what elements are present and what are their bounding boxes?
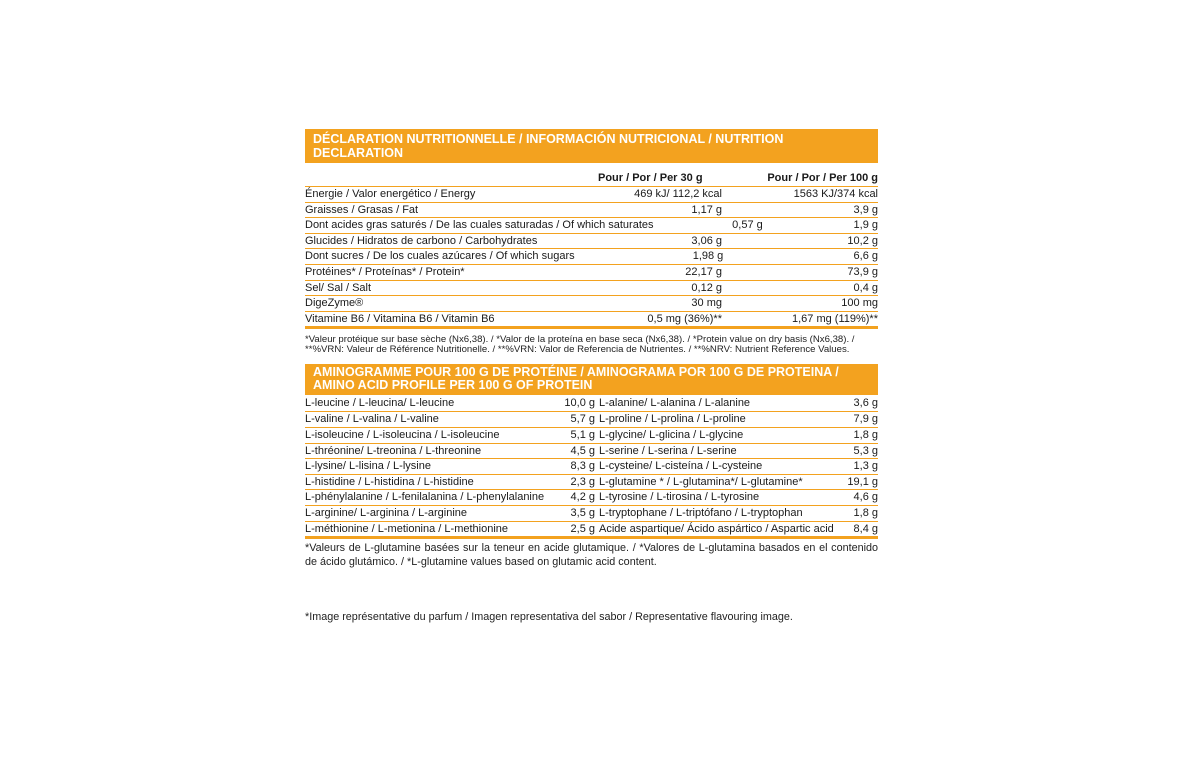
nutrition-per100-value: 3,9 g (853, 203, 878, 216)
nutrition-row (305, 295, 878, 311)
nutrition-per30-value: 0,57 g (732, 219, 763, 232)
nutrition-label: Sel/ Sal / Salt (305, 281, 372, 294)
nutrition-per30-value: 1,17 g (691, 203, 722, 216)
nutrition-label: Protéines* / Proteínas* / Protein* (305, 265, 465, 278)
amino-bottom-rule (305, 536, 878, 539)
amino-left-name: L-phénylalanine / L-fenilalanina / L-phenylalanine (305, 491, 545, 504)
nutrition-per100-value: 10,2 g (847, 234, 878, 247)
nutrition-per100-value: 1,67 mg (119%)** (791, 312, 878, 325)
amino-left-name: L-leucine / L-leucina/ L-leucine (305, 396, 455, 409)
amino-left-value: 3,5 g (570, 506, 595, 519)
amino-right-value: 4,6 g (853, 491, 878, 504)
nutrition-title: DÉCLARATION NUTRITIONNELLE / INFORMACIÓN NUTRICIONAL / NUTRITION DECLARATION (305, 129, 878, 163)
nutrition-row (305, 217, 878, 233)
amino-footnote: *Valeurs de L-glutamine basées sur la teneur en acide glutamique. / *Valores de L-glutamina basados en el contenido de ácido glutámico. / *L-glutamine values based on glutamic acid content. (305, 542, 878, 569)
amino-row (305, 443, 878, 459)
nutrition-per30-value: 0,5 mg (36%)** (647, 312, 722, 325)
nutrition-label: Glucides / Hidratos de carbono / Carbohydrates (305, 234, 538, 247)
nutrition-label: Énergie / Valor energético / Energy (305, 188, 476, 200)
nutrition-row (305, 248, 878, 264)
nutrition-per30-value: 3,06 g (691, 234, 722, 247)
nutrition-label: Dont sucres / De los cuales azúcares / Of which sugars (305, 250, 575, 263)
amino-left-name: L-valine / L-valina / L-valine (305, 413, 439, 426)
amino-right-value: 5,3 g (853, 444, 878, 457)
amino-row (305, 458, 878, 474)
amino-right-value: 3,6 g (853, 396, 878, 409)
col-per30-header: Pour / Por / Per 30 g (598, 172, 703, 184)
amino-title-line2: AMINO ACID PROFILE PER 100 G OF PROTEIN (313, 377, 593, 392)
nutrition-per100-value: 6,6 g (853, 250, 878, 263)
nutrition-per100-value: 0,4 g (853, 281, 878, 294)
nutrition-label: DigeZyme® (305, 297, 364, 310)
amino-left-name: L-lysine/ L-lisina / L-lysine (305, 460, 431, 473)
amino-left-name: L-arginine/ L-arginina / L-arginine (305, 506, 468, 519)
nutrition-column-headers (305, 163, 878, 186)
amino-right-name: L-proline / L-prolina / L-proline (599, 413, 746, 426)
amino-left-name: L-thréonine/ L-treonina / L-threonine (305, 444, 482, 457)
amino-right-name: L-tryptophane / L-triptófano / L-tryptophan (599, 506, 803, 519)
amino-right-value: 19,1 g (847, 475, 878, 488)
amino-right-value: 7,9 g (853, 413, 878, 426)
amino-right-name: L-glycine/ L-glicina / L-glycine (599, 428, 744, 441)
amino-right-name: L-alanine/ L-alanina / L-alanine (599, 396, 751, 409)
amino-left-value: 5,1 g (570, 428, 595, 441)
amino-left-value: 10,0 g (564, 396, 595, 409)
nutrition-row (305, 264, 878, 280)
amino-right-name: L-tyrosine / L-tirosina / L-tyrosine (599, 491, 760, 504)
nutrition-per100-value: 73,9 g (847, 265, 878, 278)
nutrition-per30-value: 1,98 g (692, 250, 724, 263)
nutrition-per30-value: 22,17 g (685, 265, 722, 278)
nutrition-per30-value: 0,12 g (691, 281, 722, 294)
amino-left-name: L-histidine / L-histidina / L-histidine (305, 475, 474, 488)
nutrition-label: Vitamine B6 / Vitamina B6 / Vitamin B6 (305, 312, 495, 325)
amino-title-line1: AMINOGRAMME POUR 100 G DE PROTÉINE / AMINOGRAMA POR 100 G DE PROTEINA / (313, 364, 839, 379)
nutrition-panel (305, 129, 878, 569)
amino-left-value: 2,5 g (570, 522, 595, 535)
nutrition-label: Graisses / Grasas / Fat (305, 203, 419, 216)
amino-right-name: L-serine / L-serina / L-serine (599, 444, 737, 457)
amino-row (305, 395, 878, 412)
nutrition-row (305, 186, 878, 202)
amino-row (305, 411, 878, 427)
amino-right-name: Acide aspartique/ Ácido aspártico / Aspartic acid (599, 522, 834, 535)
nutrition-row (305, 202, 878, 218)
image-note: *Image représentative du parfum / Imagen representativa del sabor / Representative flavouring image. (305, 611, 793, 623)
nutrition-row (305, 233, 878, 249)
amino-left-value: 4,2 g (570, 491, 595, 504)
amino-right-value: 1,8 g (853, 428, 878, 441)
amino-panel (305, 364, 878, 569)
amino-right-name: L-glutamine * / L-glutamina*/ L-glutamine* (599, 475, 803, 488)
amino-right-name: L-cysteine/ L-cisteína / L-cysteine (599, 460, 763, 473)
nutrition-per30-value: 469 kJ/ 112,2 kcal (634, 188, 722, 200)
col-per100-header: Pour / Por / Per 100 g (767, 172, 878, 184)
nutrition-footnote: *Valeur protéique sur base sèche (Nx6,38). / *Valor de la proteína en base seca (Nx6,38). / *Protein value on dry basis (Nx6,38). / **%VRN: Valeur de Référence Nutritionelle. / **%VRN: Valor de Referencia de Nutrientes. / **%NRV: Nutrient Reference Values. (305, 334, 855, 355)
amino-left-name: L-isoleucine / L-isoleucina / L-isoleucine (305, 428, 500, 441)
nutrition-label: Dont acides gras saturés / De las cuales saturadas / Of which saturates (305, 219, 654, 232)
nutrition-per100-value: 100 mg (841, 297, 878, 310)
amino-rows (305, 395, 878, 536)
amino-right-value: 8,4 g (853, 522, 878, 535)
amino-left-value: 4,5 g (570, 444, 595, 457)
amino-row (305, 505, 878, 521)
amino-row (305, 521, 878, 537)
nutrition-per30-value: 30 mg (691, 297, 722, 310)
amino-left-value: 2,3 g (570, 475, 595, 488)
nutrition-bottom-rule (305, 326, 878, 329)
nutrition-per100-value: 1563 KJ/374 kcal (793, 188, 878, 200)
amino-row (305, 427, 878, 443)
amino-left-value: 5,7 g (570, 413, 595, 426)
amino-left-name: L-méthionine / L-metionina / L-methionine (305, 522, 509, 535)
amino-row (305, 489, 878, 505)
amino-title (305, 364, 878, 395)
nutrition-per100-value: 1,9 g (853, 219, 878, 232)
amino-row (305, 474, 878, 490)
amino-right-value: 1,3 g (853, 460, 878, 473)
nutrition-row (305, 311, 878, 327)
nutrition-rows (305, 186, 878, 326)
nutrition-row (305, 280, 878, 296)
amino-left-value: 8,3 g (570, 460, 595, 473)
amino-right-value: 1,8 g (853, 506, 878, 519)
